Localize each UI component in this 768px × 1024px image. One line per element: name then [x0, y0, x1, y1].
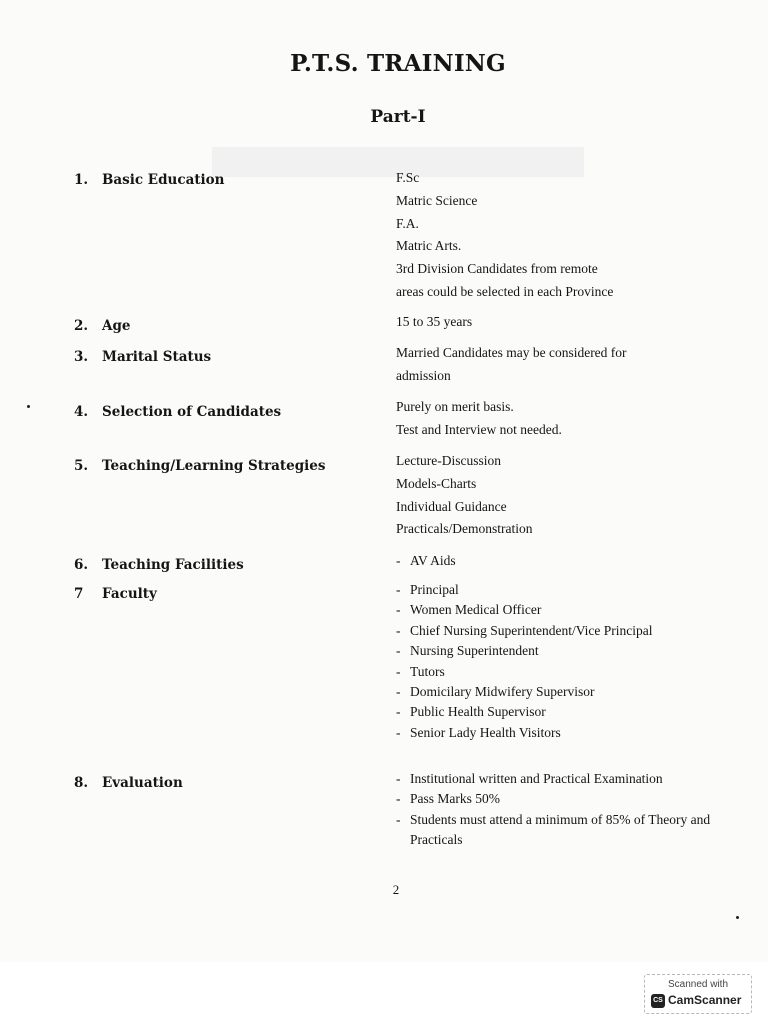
- value-line: Married Candidates may be considered for: [396, 345, 627, 360]
- value-line: admission: [396, 367, 451, 383]
- value-line: 15 to 35 years: [396, 314, 473, 329]
- value-line: F.A.: [396, 215, 419, 231]
- list-item: - Pass Marks 50%: [396, 791, 500, 807]
- item-label-teaching-facilities: 6. Teaching Facilities: [74, 557, 244, 573]
- list-item: - Chief Nursing Superintendent/Vice Principal: [396, 622, 653, 638]
- item-label-teaching-strategies: 5. Teaching/Learning Strategies: [74, 458, 326, 474]
- watermark-caption: Scanned with: [667, 979, 729, 990]
- scan-speck: [736, 916, 739, 919]
- list-item: - AV Aids: [396, 553, 456, 568]
- watermark-brand: CamScanner: [668, 993, 742, 1007]
- item-label-selection: 4. Selection of Candidates: [74, 404, 282, 420]
- list-item: - Senior Lady Health Visitors: [396, 724, 561, 740]
- list-item: - Tutors: [396, 663, 445, 679]
- value-line: Models-Charts: [396, 475, 477, 491]
- item-values-selection: [396, 396, 736, 442]
- item-bullets-faculty: [396, 580, 736, 743]
- list-item: - Public Health Supervisor: [396, 704, 546, 720]
- item-label-faculty: 7 Faculty: [74, 586, 157, 602]
- value-line: Purely on merit basis.: [396, 399, 514, 414]
- camscanner-logo-icon: CS: [651, 994, 665, 1008]
- value-line: Matric Arts.: [396, 238, 462, 254]
- item-values-basic-education: [396, 167, 736, 304]
- value-line: Individual Guidance: [396, 498, 507, 514]
- list-item: - Women Medical Officer: [396, 602, 542, 618]
- value-line: Test and Interview not needed.: [396, 421, 562, 437]
- item-values-marital-status: [396, 342, 736, 388]
- item-values-teaching-strategies: [396, 450, 736, 541]
- item-label-age: 2. Age: [74, 318, 131, 334]
- item-bullets-evaluation: [396, 769, 736, 851]
- item-values-age: [396, 311, 736, 334]
- item-label-evaluation: 8. Evaluation: [74, 775, 183, 791]
- item-label-marital-status: 3. Marital Status: [74, 349, 212, 365]
- list-item: - Domicilary Midwifery Supervisor: [396, 684, 595, 700]
- page-number: 2: [392, 882, 400, 897]
- list-item: - Institutional written and Practical Examination: [396, 771, 663, 786]
- value-line: areas could be selected in each Province: [396, 283, 614, 299]
- list-item: - Principal: [396, 582, 459, 597]
- list-item: - Students must attend a minimum of 85% of Theory and Practicals: [396, 811, 711, 848]
- item-bullets-teaching-facilities: [396, 551, 736, 571]
- page-title: P.T.S. TRAINING: [290, 50, 506, 77]
- page-subtitle: Part-I: [370, 107, 426, 127]
- value-line: Matric Science: [396, 192, 478, 208]
- value-line: Practicals/Demonstration: [396, 521, 533, 537]
- value-line: F.Sc: [396, 170, 420, 185]
- scan-speck: [27, 405, 30, 408]
- value-line: Lecture-Discussion: [396, 453, 501, 468]
- item-label-basic-education: 1. Basic Education: [74, 172, 225, 188]
- list-item: - Nursing Superintendent: [396, 643, 539, 659]
- camscanner-watermark: [644, 974, 752, 1014]
- value-line: 3rd Division Candidates from remote: [396, 261, 598, 277]
